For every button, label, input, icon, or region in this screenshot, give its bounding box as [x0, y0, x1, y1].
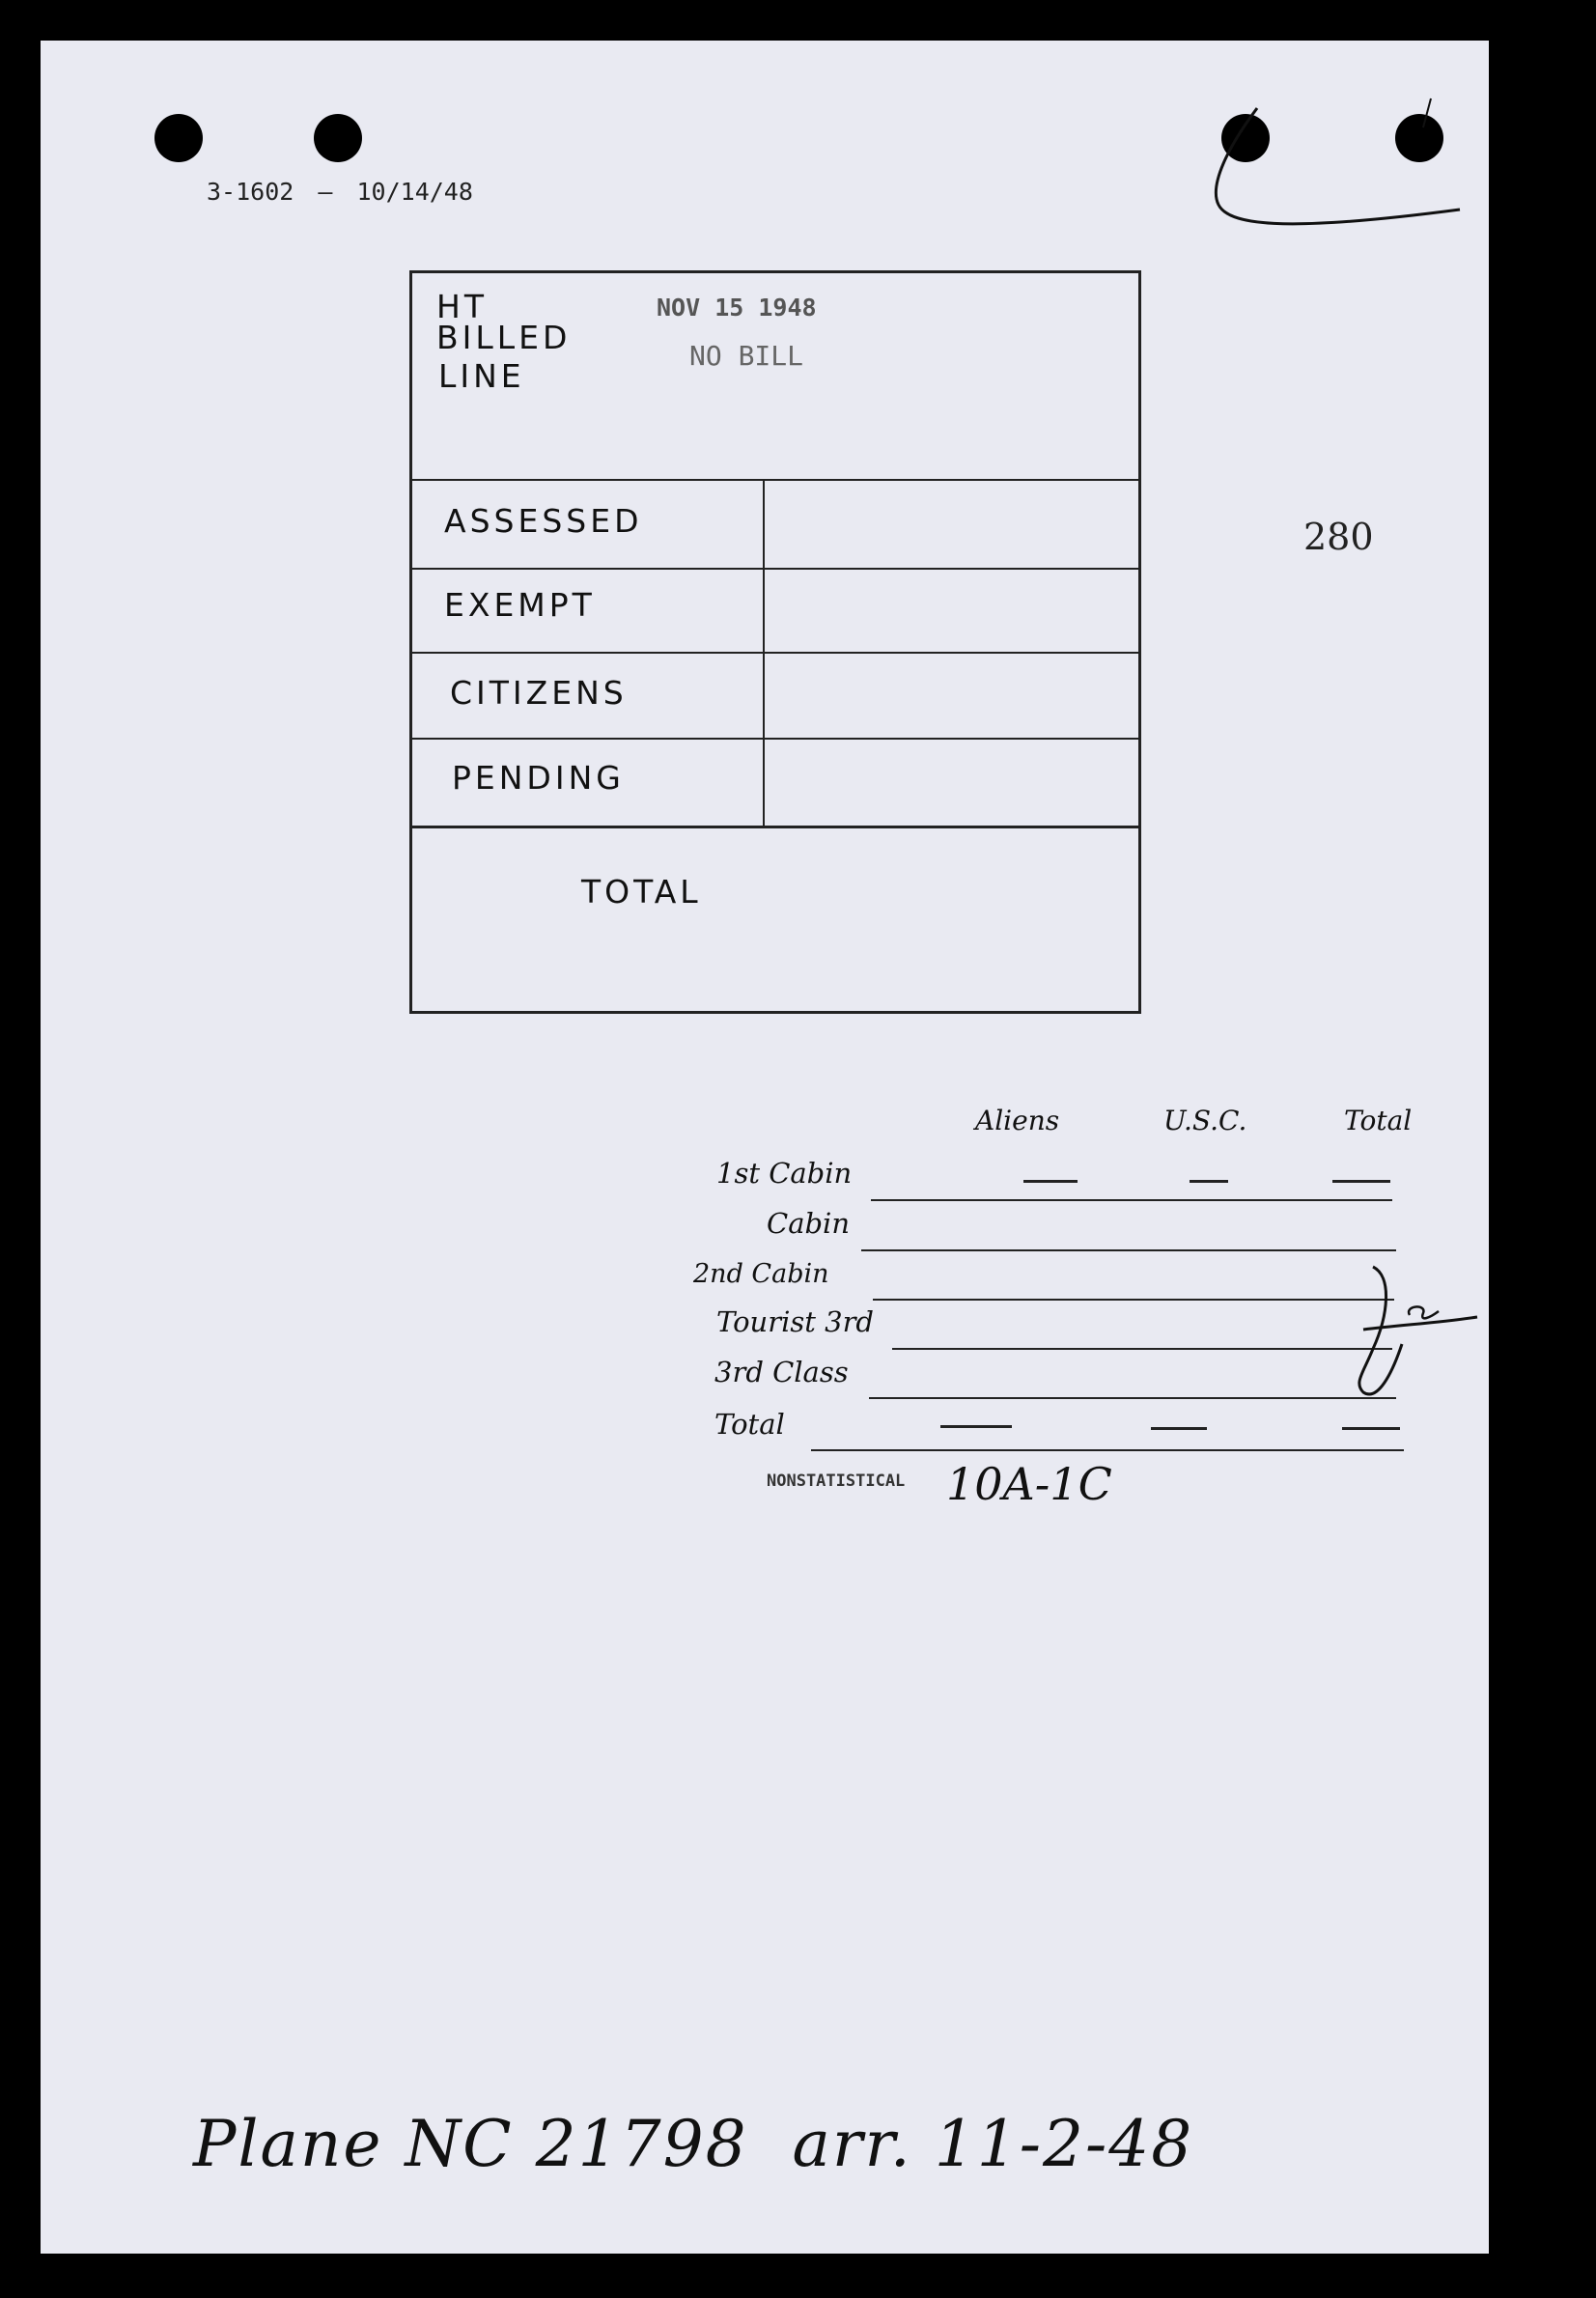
class-row-label: Cabin — [767, 1207, 850, 1240]
punch-hole — [154, 114, 203, 162]
document-sheet — [41, 41, 1489, 2254]
class-row-line — [811, 1449, 1404, 1451]
punch-hole — [314, 114, 362, 162]
file-ref: 3-1602 — [207, 178, 294, 206]
box-column-divider — [763, 479, 765, 826]
total-dash — [1332, 1180, 1390, 1183]
aliens-dash — [1023, 1180, 1078, 1183]
check-mark-icon — [1151, 89, 1470, 263]
class-row-line — [871, 1199, 1392, 1201]
col-aliens: Aliens — [975, 1105, 1060, 1136]
stamp-date: NOV 15 1948 — [657, 294, 817, 322]
box-divider — [409, 479, 1141, 481]
usc-dash — [1190, 1180, 1228, 1183]
box-line-line: LINE — [438, 357, 525, 395]
box-divider — [409, 738, 1141, 740]
row-citizens: CITIZENS — [450, 674, 628, 712]
col-usc: U.S.C. — [1163, 1105, 1247, 1136]
row-assessed: ASSESSED — [444, 502, 643, 540]
box-divider — [409, 652, 1141, 654]
row-pending: PENDING — [452, 759, 625, 797]
header-ref — [207, 178, 473, 206]
page-number: 280 — [1303, 516, 1374, 558]
row-total: TOTAL — [581, 873, 702, 911]
class-row-label: 2nd Cabin — [693, 1259, 829, 1289]
class-row-line — [861, 1249, 1396, 1251]
initials-signature — [1334, 1257, 1479, 1412]
class-row-line — [869, 1397, 1396, 1399]
usc-dash — [1151, 1427, 1207, 1430]
col-total: Total — [1344, 1105, 1413, 1136]
class-row-label: 1st Cabin — [716, 1157, 853, 1190]
class-row-label: Tourist 3rd — [716, 1305, 874, 1338]
class-row-line — [873, 1299, 1394, 1301]
row-exempt: EXEMPT — [444, 586, 596, 624]
nonstatistical-stamp: NONSTATISTICAL — [767, 1471, 906, 1491]
aliens-dash — [940, 1425, 1012, 1428]
class-row-label: 3rd Class — [714, 1356, 849, 1388]
box-line-ht: HT — [436, 288, 488, 325]
box-divider — [409, 826, 1141, 828]
class-row-label: Total — [714, 1408, 785, 1441]
class-row-line — [892, 1348, 1392, 1350]
stamp-no-bill: NO BILL — [689, 340, 804, 372]
box-line-billed: BILLED — [436, 319, 572, 356]
total-dash — [1342, 1427, 1400, 1430]
header-date: 10/14/48 — [356, 178, 473, 206]
box-divider — [409, 568, 1141, 570]
header-dash: — — [318, 178, 333, 206]
nonstatistical-code: 10A-1C — [946, 1458, 1112, 1510]
footer-note: Plane NC 21798 arr. 11-2-48 — [193, 2107, 1194, 2181]
